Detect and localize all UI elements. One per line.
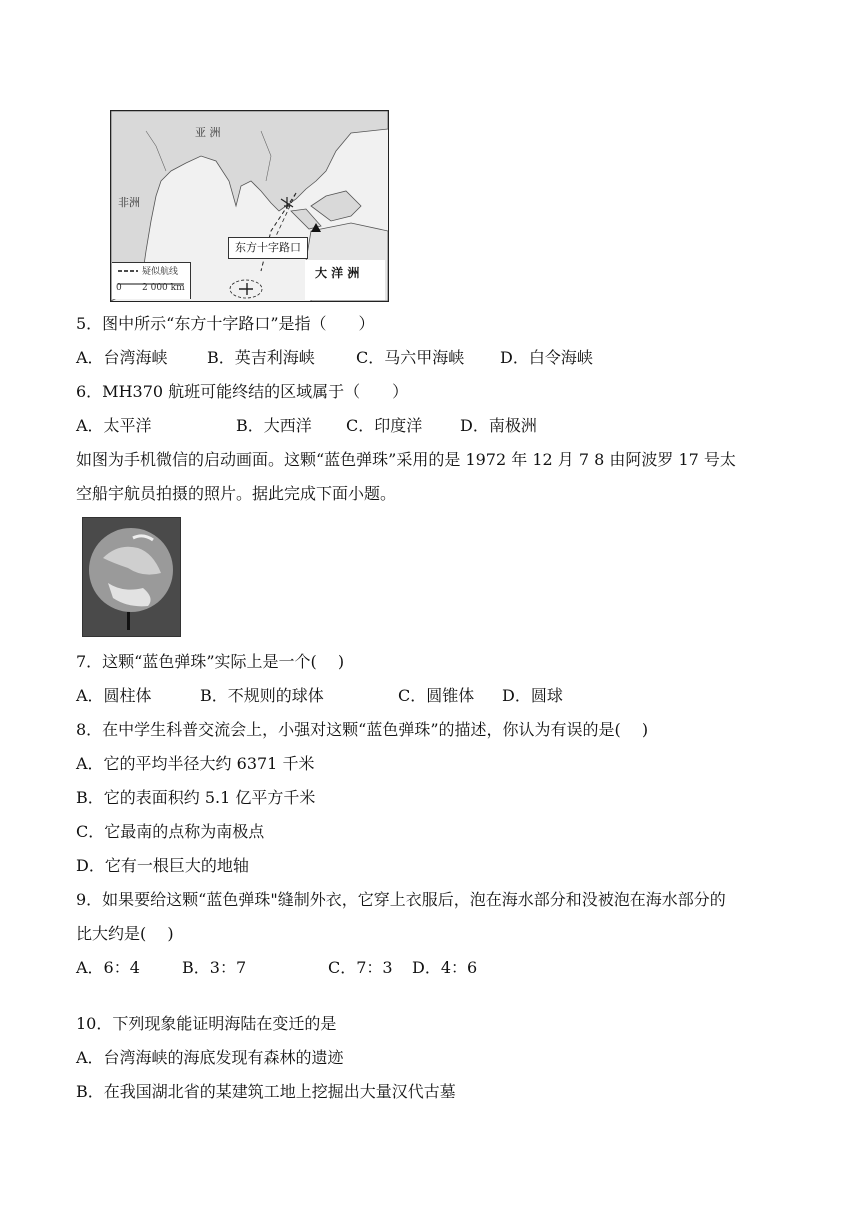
- map-label-africa: 非洲: [118, 196, 140, 209]
- q9-option-b: B．3：7: [182, 958, 247, 977]
- q8-stem: 8．在中学生科普交流会上，小强对这颗“蓝色弹珠”的描述，你认为有误的是( ): [76, 720, 649, 739]
- map-legend: [112, 262, 191, 299]
- q7-option-a: A．圆柱体: [76, 686, 152, 705]
- blue-marble-photo: [82, 517, 181, 637]
- q6-option-a: A．太平洋: [76, 416, 152, 435]
- oceania-box: [305, 260, 385, 300]
- q5-option-a: A．台湾海峡: [76, 348, 168, 367]
- scale-value: 2 000 km: [142, 283, 185, 293]
- legend-route-label: 疑似航线: [142, 267, 179, 277]
- map-label-asia: 亚 洲: [195, 126, 221, 139]
- q10-option-b: B．在我国湖北省的某建筑工地上挖掘出大量汉代古墓: [76, 1082, 456, 1101]
- q8-option-d: D．它有一根巨大的地轴: [76, 856, 249, 875]
- q6-option-c: C．印度洋: [346, 416, 423, 435]
- q5-stem: 5．图中所示“东方十字路口”是指（ ）: [76, 314, 375, 333]
- q9-option-c: C．7：3: [328, 958, 393, 977]
- q10-option-a: A．台湾海峡的海底发现有森林的遗迹: [76, 1048, 344, 1067]
- q7-option-b: B．不规则的球体: [200, 686, 324, 705]
- q10-stem: 10．下列现象能证明海陆在变迁的是: [76, 1014, 337, 1033]
- earth-image: [83, 518, 180, 636]
- map-callout: 东方十字路口: [228, 237, 308, 259]
- q9-option-a: A．6：4: [76, 958, 140, 977]
- q5-option-d: D．白令海峡: [500, 348, 593, 367]
- q7-option-d: D．圆球: [502, 686, 563, 705]
- q9-stem-line-1: 9．如果要给这颗“蓝色弹珠"缝制外衣，它穿上衣服后，泡在海水部分和没被泡在海水部分的: [76, 890, 726, 909]
- q7-stem: 7．这颗“蓝色弹珠”实际上是一个( ): [76, 652, 345, 671]
- scale-zero: 0: [116, 283, 122, 293]
- q9-option-d: D．4：6: [412, 958, 478, 977]
- intro-line-1: 如图为手机微信的启动画面。这颗“蓝色弹珠”采用的是 1972 年 12 月 7 8 由阿波罗 17 号太: [76, 450, 736, 469]
- q6-stem: 6．MH370 航班可能终结的区域属于（ ）: [76, 382, 409, 401]
- q6-option-d: D．南极洲: [460, 416, 537, 435]
- map-label-oceania: 大 洋 洲: [315, 266, 360, 280]
- q7-option-c: C．圆锥体: [398, 686, 475, 705]
- q8-option-b: B．它的表面积约 5.1 亿平方千米: [76, 788, 316, 807]
- q8-option-a: A．它的平均半径大约 6371 千米: [76, 754, 315, 773]
- q6-option-b: B．大西洋: [236, 416, 312, 435]
- legend-dash-icon: [118, 267, 138, 275]
- q8-option-c: C．它最南的点称为南极点: [76, 822, 265, 841]
- intro-line-2: 空船宇航员拍摄的照片。据此完成下面小题。: [76, 484, 397, 503]
- q9-stem-line-2: 比大约是( ): [76, 924, 174, 943]
- q5-option-c: C．马六甲海峡: [356, 348, 465, 367]
- q5-option-b: B．英吉利海峡: [207, 348, 315, 367]
